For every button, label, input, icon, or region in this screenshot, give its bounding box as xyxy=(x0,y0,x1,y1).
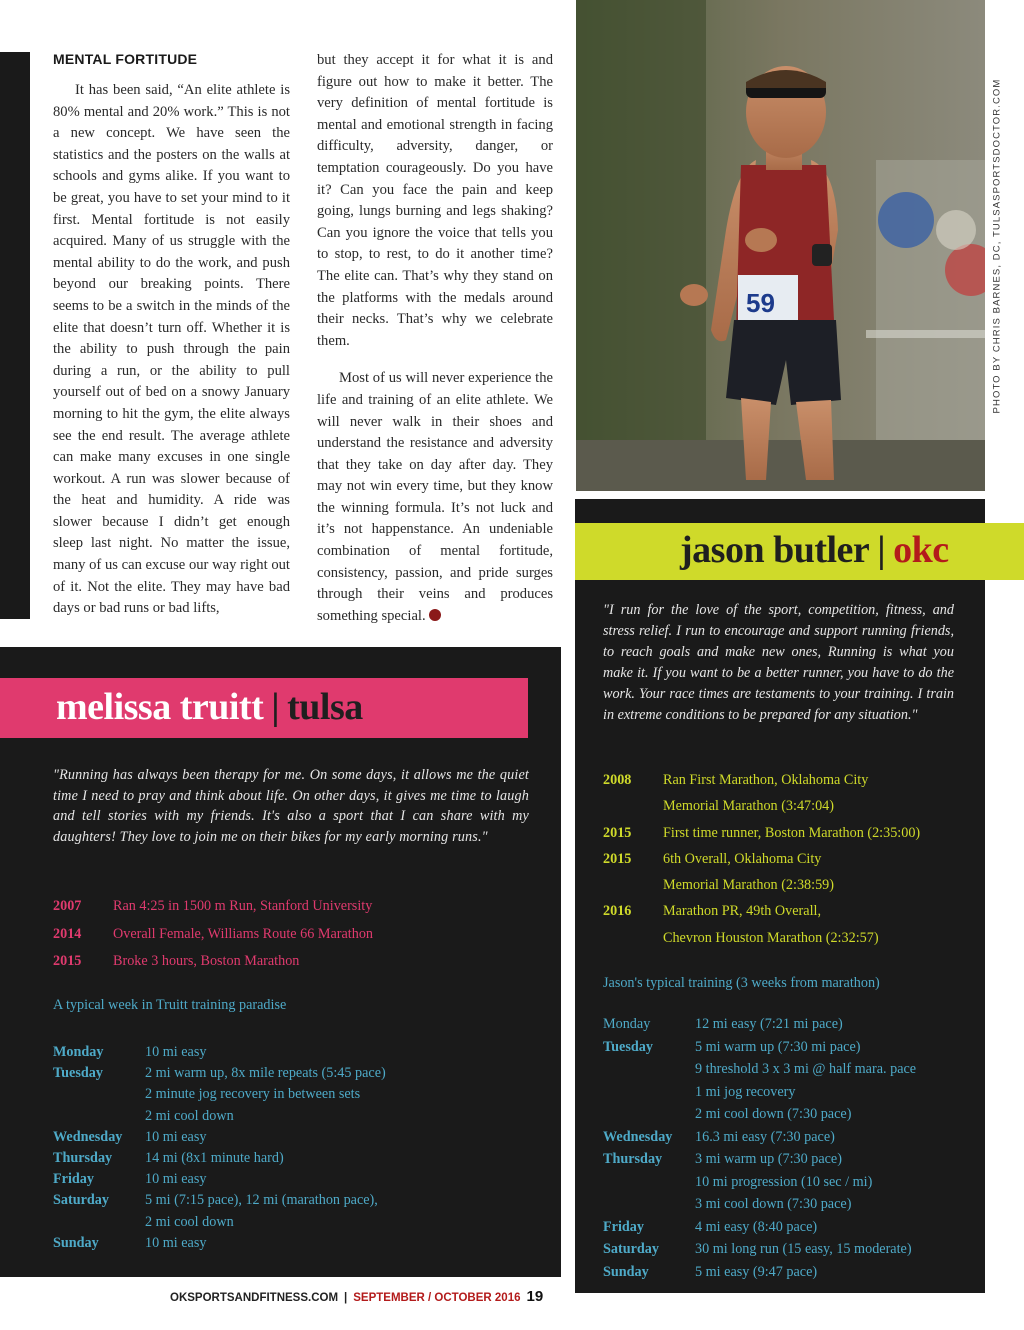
training-workout: 14 mi (8x1 minute hard) xyxy=(145,1150,284,1167)
achievement-text: First time runner, Boston Marathon (2:35:00) xyxy=(663,824,921,841)
training-day: Saturday xyxy=(603,1241,659,1257)
training-row xyxy=(53,1233,493,1254)
training-workout: 2 mi warm up, 8x mile repeats (5:45 pace) xyxy=(145,1065,386,1082)
training-day: Thursday xyxy=(603,1151,663,1167)
training-row xyxy=(53,1190,493,1211)
training-day xyxy=(603,1171,695,1194)
training-day xyxy=(603,1058,695,1081)
training-day xyxy=(603,1081,695,1104)
training-workout: 10 mi progression (10 sec / mi) xyxy=(695,1173,873,1190)
end-mark-icon xyxy=(429,609,441,621)
training-row xyxy=(53,1148,493,1169)
article-paragraph: It has been said, “An elite athlete is 80% mental and 20% work.” This is not a new concept. We have seen the statistics and the posters on the walls at schools and gyms alike. If you want to be great, you have to set your mind to it first. Mental fortitude is not easily acquired. Many of us struggle with the mental ability to do the work, and push beyond our breaking points. There seems to be a switch in the minds of the elite that doesn’t turn off. Whether it is the ability to push through the pain during a run, or the ability to pull yourself out of bed on a snowy January morning to hit the gym, the elite always see the end result. The average athlete can make many excuses in one single workout. A run was slower because of the heat and humidity. A ride was slower because I didn’t get enough sleep last night. No matter the issue, many of us can excuse our way right out of it. Not the elite. They may have bad days or bad runs or bad lifts, xyxy=(53,82,290,617)
training-workout: 5 mi (7:15 pace), 12 mi (marathon pace), xyxy=(145,1192,378,1209)
training-row xyxy=(53,1042,493,1063)
training-day: Sunday xyxy=(603,1263,649,1280)
page-footer xyxy=(170,1288,543,1305)
achievement-row xyxy=(603,898,973,924)
photo-credit xyxy=(983,0,1011,491)
bib-number: 59 xyxy=(746,288,775,318)
training-day: Tuesday xyxy=(53,1065,103,1082)
training-row xyxy=(603,1081,978,1104)
training-workout: 2 minute jog recovery in between sets xyxy=(145,1086,361,1103)
achievement-year xyxy=(603,793,663,819)
melissa-training-schedule xyxy=(53,1042,493,1254)
training-row xyxy=(53,1169,493,1190)
achievement-row xyxy=(603,925,973,951)
training-row xyxy=(603,1171,978,1194)
article-paragraph-last xyxy=(317,368,553,627)
training-row xyxy=(53,1106,493,1127)
training-row xyxy=(603,1126,978,1149)
training-workout: 2 mi cool down xyxy=(145,1107,234,1124)
training-workout: 5 mi easy (9:47 pace) xyxy=(695,1263,818,1280)
training-workout: 2 mi cool down xyxy=(145,1213,234,1230)
achievement-row xyxy=(603,793,973,819)
training-workout: 12 mi easy (7:21 mi pace) xyxy=(695,1016,843,1032)
jason-name-separator: | xyxy=(877,529,886,571)
training-day xyxy=(603,1193,695,1216)
training-workout: 10 mi easy xyxy=(145,1234,207,1251)
training-workout: 10 mi easy xyxy=(145,1044,207,1060)
achievement-row xyxy=(603,846,973,872)
jason-training-title: Jason's typical training (3 weeks from marathon) xyxy=(603,975,880,991)
achievement-text: Chevron Houston Marathon (2:32:57) xyxy=(663,929,879,946)
training-row xyxy=(603,1261,978,1284)
training-row xyxy=(53,1212,493,1233)
jason-name-heading xyxy=(680,528,949,572)
training-day xyxy=(603,1103,695,1126)
jason-quote: "I run for the love of the sport, competition, fitness, and stress relief. I run to encourage and support running friends, to reach goals and make new ones, Running is what you make it. If you want to be a better runner, you have to do the work. Your race times are testaments to your training. I train in extreme conditions to be prepared for any situation." xyxy=(603,602,954,723)
achievement-text: Ran 4:25 in 1500 m Run, Stanford University xyxy=(113,898,373,914)
training-workout: 30 mi long run (15 easy, 15 moderate) xyxy=(695,1241,912,1257)
training-row xyxy=(603,1148,978,1171)
training-day: Saturday xyxy=(53,1192,109,1209)
training-day: Monday xyxy=(603,1016,651,1032)
footer-issue: SEPTEMBER / OCTOBER 2016 xyxy=(353,1292,521,1304)
photo-credit-text: PHOTO BY CHRIS BARNES, DC, TULSASPORTSDOCTOR.COM xyxy=(991,78,1003,413)
article-column-1 xyxy=(53,50,290,636)
melissa-quote: "Running has always been therapy for me. On some days, it allows me the quiet time I need to pray and think about life. On other days, it gives me time to laugh and tell stories with my friends. It's also a sport that I can share with my daughters! They love to join me on their bikes for my early morning runs." xyxy=(53,767,529,846)
runner-photo-illustration xyxy=(576,0,985,491)
training-row xyxy=(603,1238,978,1261)
melissa-name: melissa truitt xyxy=(56,686,264,728)
melissa-city: tulsa xyxy=(287,686,363,728)
achievement-text: Ran First Marathon, Oklahoma City xyxy=(663,772,869,788)
achievement-row xyxy=(603,767,973,793)
achievement-row xyxy=(53,921,513,949)
training-day: Thursday xyxy=(53,1150,113,1167)
training-workout: 3 mi cool down (7:30 pace) xyxy=(695,1196,852,1212)
jason-training-schedule xyxy=(603,1013,978,1283)
page-number: 19 xyxy=(526,1288,544,1305)
achievement-row xyxy=(53,948,513,976)
training-day: Wednesday xyxy=(603,1128,673,1145)
article-paragraph-text: Most of us will never experience the life and training of an elite athlete. We will never walk in their shoes and understand the resistance and adversity that they take on day after day. They may not win every time, but they know the winning formula. It’s not luck and it’s not happenstance. An undeniable combination of mental fortitude, consistency, passion, and pride surges through their veins and produces something special. xyxy=(317,370,553,624)
training-workout: 10 mi easy xyxy=(145,1171,207,1188)
training-day: Friday xyxy=(603,1218,644,1235)
runner-photo xyxy=(576,0,985,491)
training-day xyxy=(53,1106,145,1127)
achievement-year: 2008 xyxy=(603,772,632,788)
training-row xyxy=(603,1193,978,1216)
melissa-name-heading xyxy=(56,685,363,729)
training-workout: 2 mi cool down (7:30 pace) xyxy=(695,1106,852,1122)
achievement-text: Marathon PR, 49th Overall, xyxy=(663,903,822,920)
jason-city: okc xyxy=(893,529,949,571)
achievement-row xyxy=(603,872,973,898)
achievement-year xyxy=(603,925,663,951)
training-workout: 3 mi warm up (7:30 pace) xyxy=(695,1151,842,1167)
left-accent-bar xyxy=(0,52,30,619)
training-row xyxy=(53,1063,493,1084)
melissa-training-title: A typical week in Truitt training paradise xyxy=(53,997,287,1013)
achievement-row xyxy=(603,820,973,846)
training-workout: 4 mi easy (8:40 pace) xyxy=(695,1218,818,1235)
training-workout: 5 mi warm up (7:30 mi pace) xyxy=(695,1038,861,1055)
footer-site: OKSPORTSANDFITNESS.COM xyxy=(170,1292,339,1304)
training-day: Friday xyxy=(53,1171,94,1188)
training-row xyxy=(53,1127,493,1148)
training-day: Sunday xyxy=(53,1234,99,1251)
training-workout: 9 threshold 3 x 3 mi @ half mara. pace xyxy=(695,1061,917,1077)
achievement-year: 2015 xyxy=(53,953,82,969)
achievement-row xyxy=(53,893,513,921)
jason-name: jason butler xyxy=(680,529,870,571)
achievement-text: Memorial Marathon (2:38:59) xyxy=(663,877,834,894)
achievement-year xyxy=(603,872,663,898)
training-day: Tuesday xyxy=(603,1038,653,1055)
training-row xyxy=(603,1058,978,1081)
training-row xyxy=(603,1036,978,1059)
article-heading: MENTAL FORTITUDE xyxy=(53,51,198,67)
footer-separator: | xyxy=(344,1292,348,1304)
achievement-year: 2015 xyxy=(603,824,632,841)
training-day xyxy=(53,1212,145,1233)
training-workout: 10 mi easy xyxy=(145,1128,207,1145)
achievement-year: 2007 xyxy=(53,898,82,914)
training-row xyxy=(603,1013,978,1036)
training-workout: 1 mi jog recovery xyxy=(695,1083,796,1100)
article-paragraph: but they accept it for what it is and figure out how to make it better. The very definition of mental fortitude is mental and emotional strength in facing difficulty, adversity, danger, or temptation courageously. Do you have it? Can you face the pain and keep going, lungs burning and legs shaking? Can you ignore the voice that tells you to stop, to rest, to do it another time? The elite can. That’s why they stand on the platforms with the medals around their necks. That’s why we celebrate them. xyxy=(317,52,553,349)
training-row xyxy=(603,1103,978,1126)
article-column-2 xyxy=(317,50,553,643)
jason-achievements xyxy=(603,767,973,951)
melissa-name-separator: | xyxy=(271,686,280,728)
achievement-year: 2014 xyxy=(53,925,82,942)
achievement-text: Overall Female, Williams Route 66 Marathon xyxy=(113,925,374,942)
training-workout: 16.3 mi easy (7:30 pace) xyxy=(695,1128,835,1145)
training-row xyxy=(603,1216,978,1239)
achievement-text: Broke 3 hours, Boston Marathon xyxy=(113,953,300,969)
achievement-text: Memorial Marathon (3:47:04) xyxy=(663,798,834,815)
training-row xyxy=(53,1084,493,1105)
training-day xyxy=(53,1084,145,1105)
achievement-year: 2016 xyxy=(603,903,632,920)
achievement-text: 6th Overall, Oklahoma City xyxy=(663,850,822,867)
training-day: Monday xyxy=(53,1044,104,1060)
training-day: Wednesday xyxy=(53,1128,123,1145)
melissa-achievements xyxy=(53,893,513,976)
achievement-year: 2015 xyxy=(603,850,632,867)
